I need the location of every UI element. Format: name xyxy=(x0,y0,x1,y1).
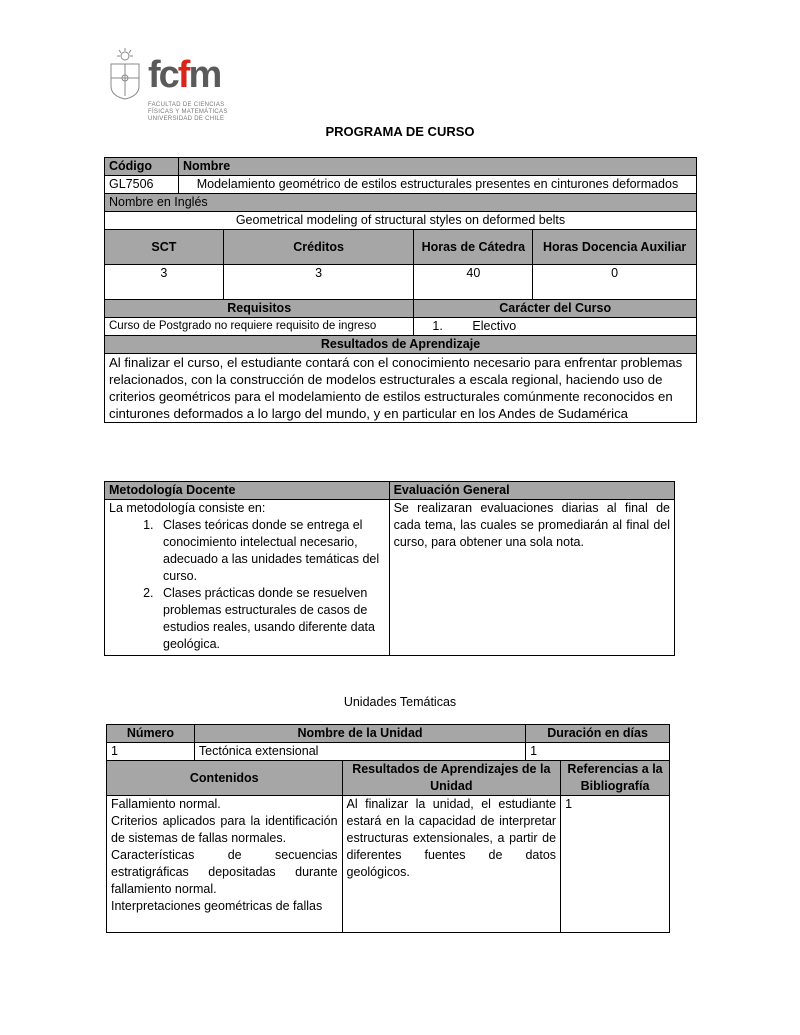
requisitos-value: Curso de Postgrado no requiere requisito de ingreso xyxy=(105,318,414,336)
horas-docencia-header: Horas Docencia Auxiliar xyxy=(533,230,697,265)
english-name: Geometrical modeling of structural styles on deformed belts xyxy=(105,212,697,230)
methodology-table xyxy=(104,481,675,656)
faculty-name: FACULTAD DE CIENCIAS FÍSICAS Y MATEMÁTICAS UNIVERSIDAD DE CHILE xyxy=(148,102,228,122)
sct-header: SCT xyxy=(105,230,224,265)
fcfm-wordmark: fcfm xyxy=(148,54,221,96)
list-item: Fallamiento normal. xyxy=(111,797,221,811)
resultados-text: Al finalizar el curso, el estudiante contará con el conocimiento necesario para enfrentar problemas relacionados, con la construcción de modelos estructurales a escala regional, haciendo uso de criterios geométricos para el modelamiento de estilos estructurales comúnmente reconocidos en cinturones deformados a lo largo del mundo, y en particular en los Andes de Sudamérica xyxy=(105,354,697,423)
sct-value: 3 xyxy=(105,265,224,300)
unit-number: 1 xyxy=(107,743,195,761)
evaluacion-text: Se realizaran evaluaciones diarias al final de cada tema, las cuales se promediarán al final del curso, para obtener una sola nota. xyxy=(389,500,674,656)
horas-docencia-value: 0 xyxy=(533,265,697,300)
course-info-table xyxy=(104,157,697,423)
requisitos-label: Requisitos xyxy=(105,300,414,318)
list-item: Interpretaciones geométricas de fallas xyxy=(111,899,323,913)
fcfm-logo xyxy=(108,46,238,126)
contenidos-content xyxy=(107,796,343,933)
referencias-value: 1 xyxy=(561,796,670,933)
caracter-value: 1. Electivo xyxy=(414,318,697,336)
units-table xyxy=(106,724,670,933)
units-section-title: Unidades Temáticas xyxy=(343,695,457,709)
list-item: 2. Clases prácticas donde se resuelven problemas estructurales de casos de estudios reales, usando diferente data geológica. xyxy=(157,585,385,653)
course-name: Modelamiento geométrico de estilos estructurales presentes en cinturones deformados xyxy=(178,176,696,194)
creditos-value: 3 xyxy=(223,265,414,300)
resultados-label: Resultados de Aprendizaje xyxy=(105,336,697,354)
nombre-label: Nombre xyxy=(178,158,696,176)
list-item: Criterios aplicados para la identificación de sistemas de fallas normales. xyxy=(111,814,338,845)
unit-name: Tectónica extensional xyxy=(194,743,525,761)
unit-name-label: Nombre de la Unidad xyxy=(194,725,525,743)
list-item: 1. Clases teóricas donde se entrega el conocimiento intelectual necesario, adecuado a las unidades temáticas del curso. xyxy=(157,517,385,585)
metodologia-intro: La metodología consiste en: xyxy=(109,501,266,515)
referencias-label: Referencias a la Bibliografía xyxy=(561,761,670,796)
duracion-label: Duración en días xyxy=(526,725,670,743)
unit-duration: 1 xyxy=(526,743,670,761)
metodologia-list xyxy=(109,517,385,653)
numero-label: Número xyxy=(107,725,195,743)
creditos-header: Créditos xyxy=(223,230,414,265)
metodologia-label: Metodología Docente xyxy=(105,482,390,500)
horas-catedra-header: Horas de Cátedra xyxy=(414,230,533,265)
course-code: GL7506 xyxy=(105,176,179,194)
contenidos-label: Contenidos xyxy=(107,761,343,796)
university-crest-icon xyxy=(108,48,142,100)
unit-results-text: Al finalizar la unidad, el estudiante estará en la capacidad de interpretar estructuras extensionales, a partir de diferentes fuentes de datos geológicos. xyxy=(342,796,561,933)
metodologia-content xyxy=(105,500,390,656)
list-item: Características de secuencias estratigráficas depositadas durante fallamiento normal. xyxy=(111,848,338,896)
unit-results-label: Resultados de Aprendizajes de la Unidad xyxy=(342,761,561,796)
english-name-label: Nombre en Inglés xyxy=(105,194,697,212)
evaluacion-label: Evaluación General xyxy=(389,482,674,500)
caracter-label: Carácter del Curso xyxy=(414,300,697,318)
horas-catedra-value: 40 xyxy=(414,265,533,300)
codigo-label: Código xyxy=(105,158,179,176)
page-title: PROGRAMA DE CURSO xyxy=(325,124,475,139)
